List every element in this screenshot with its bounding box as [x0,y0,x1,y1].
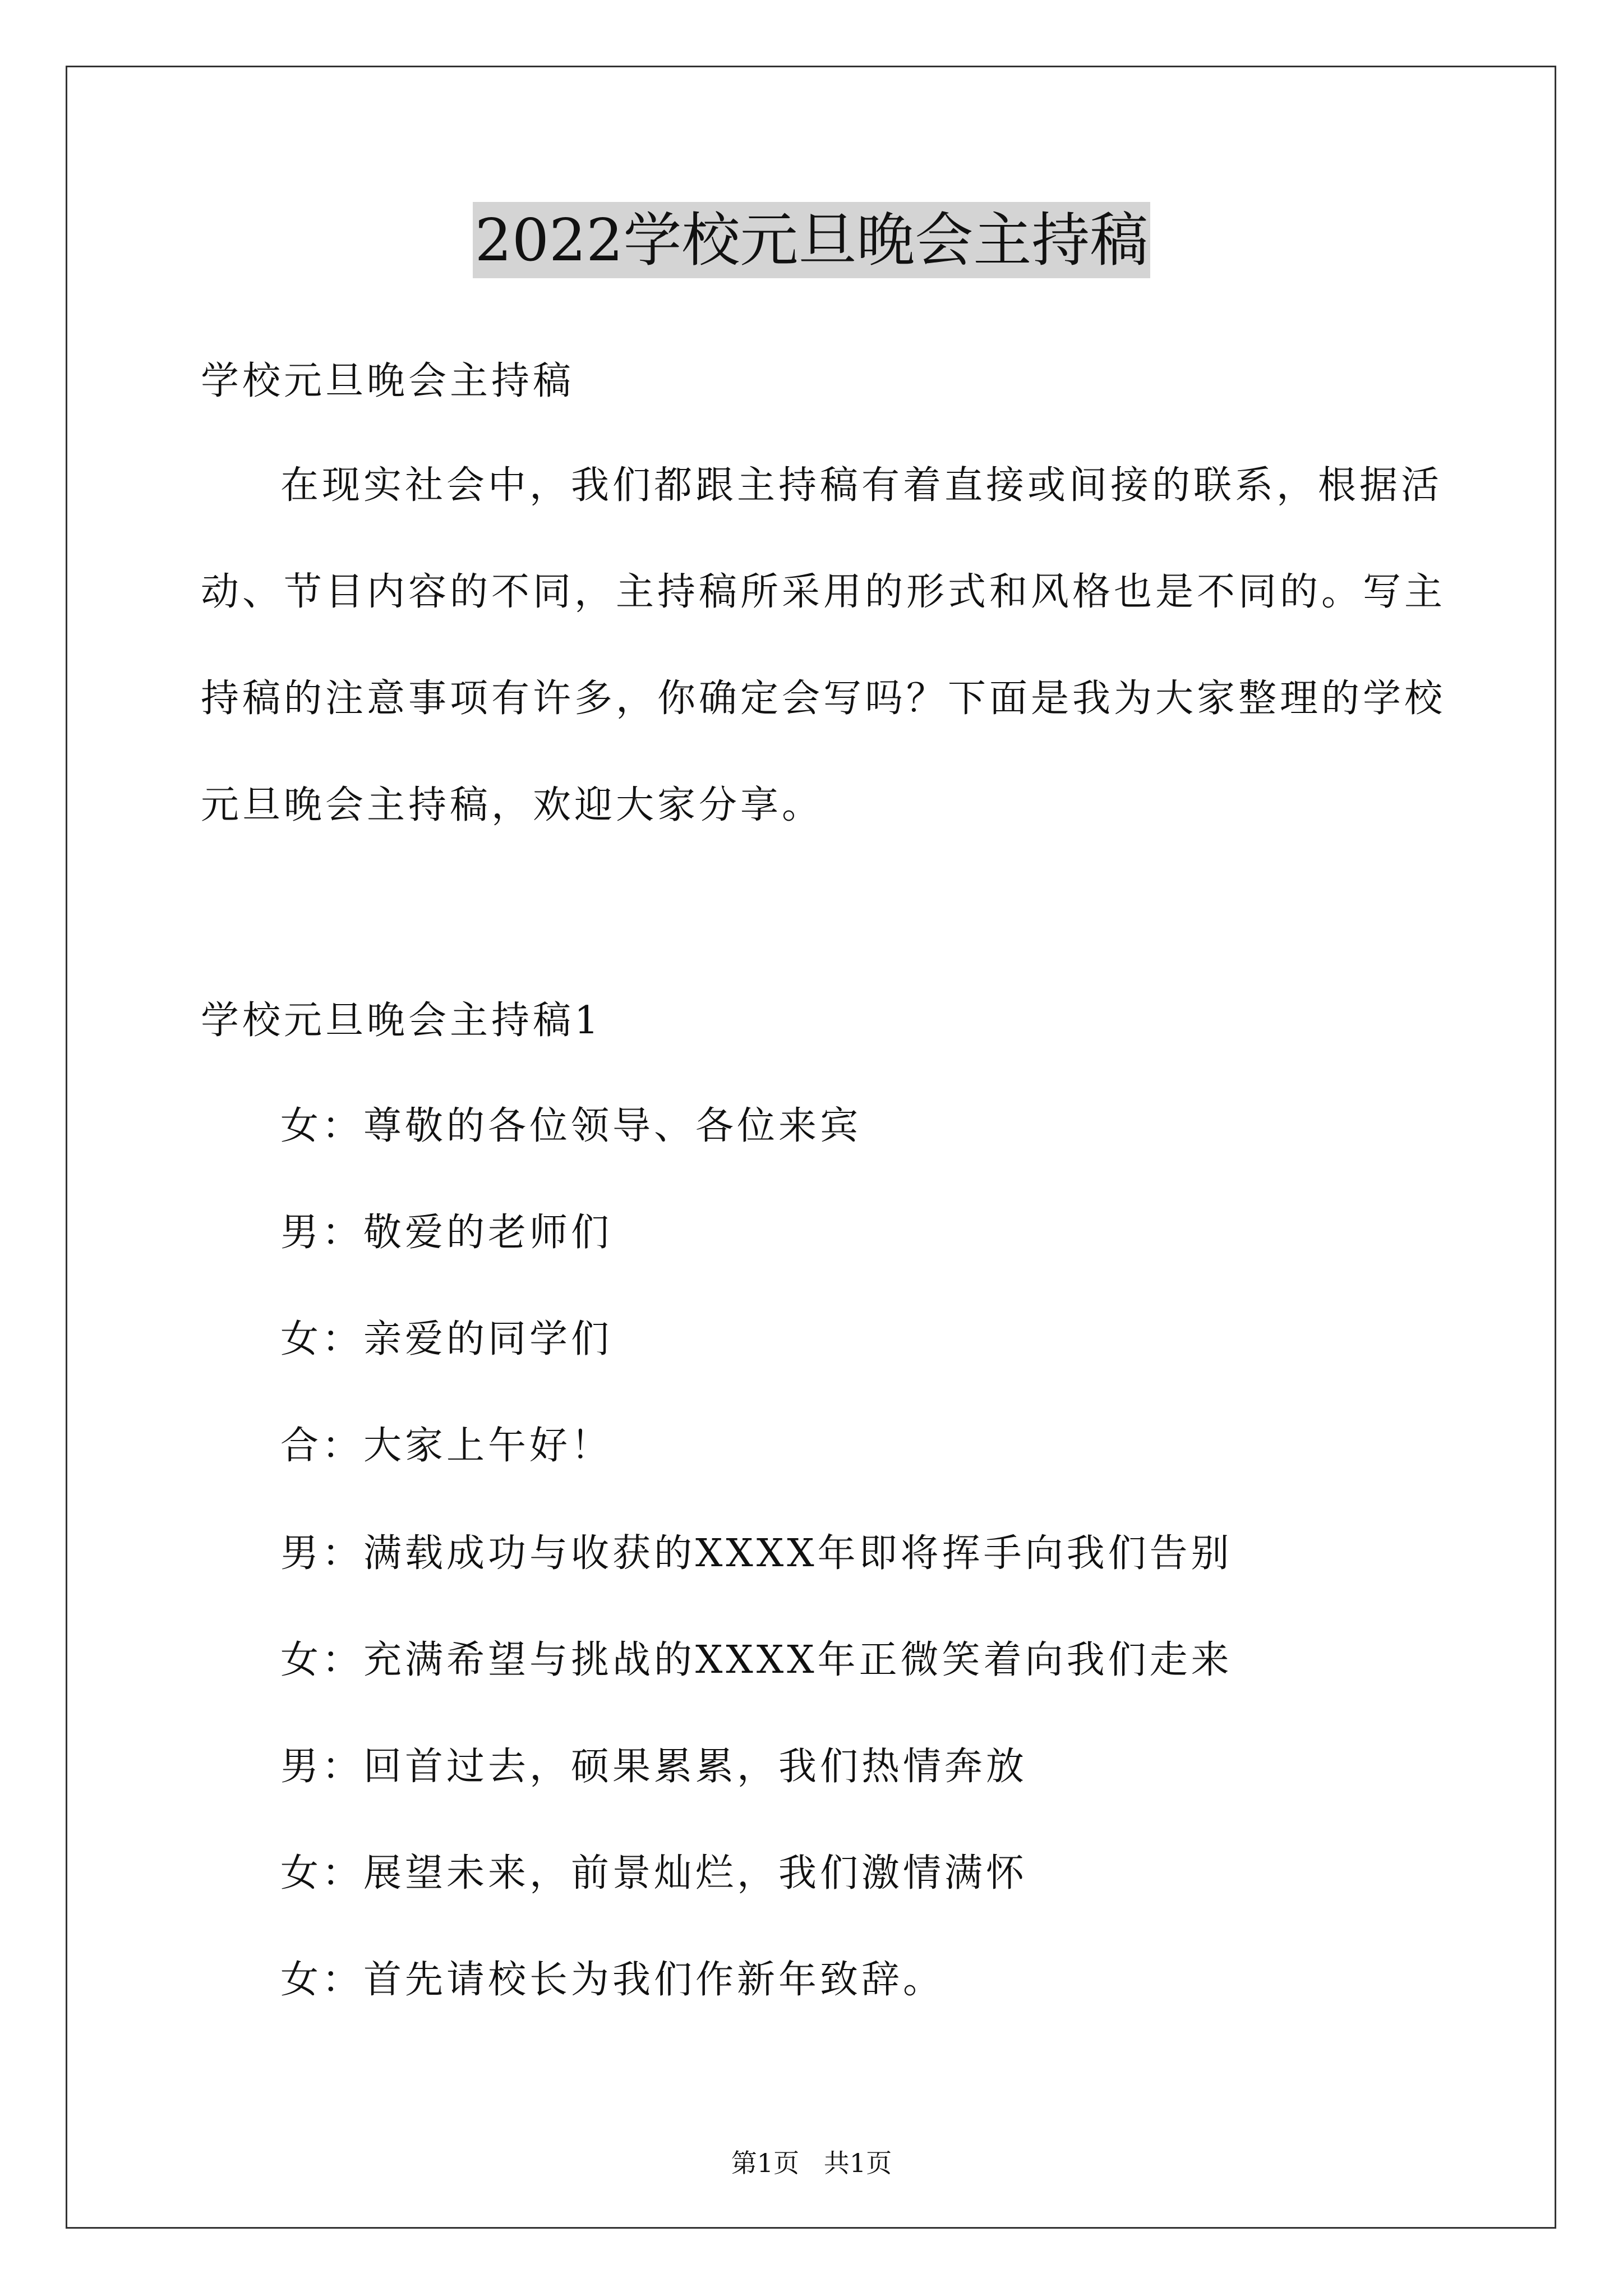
intro-line: 持稿的注意事项有许多，你确定会写吗？下面是我为大家整理的学校 [201,677,1446,721]
intro-line: 元旦晚会主持稿，欢迎大家分享。 [201,783,824,827]
dialogue-line: 合：大家上午好！ [280,1424,613,1468]
dialogue-line: 女：充满希望与挑战的XXXX年正微笑着向我们走来 [280,1638,1233,1682]
dialogue-line: 女：亲爱的同学们 [280,1317,613,1361]
document-subtitle: 学校元旦晚会主持稿 [201,359,575,403]
section-heading: 学校元旦晚会主持稿1 [201,999,602,1043]
dialogue-line: 女：展望未来，前景灿烂，我们激情满怀 [280,1851,1028,1895]
intro-line: 在现实社会中，我们都跟主持稿有着直接或间接的联系，根据活 [280,463,1443,508]
title-container [0,202,1623,278]
dialogue-line: 男：敬爱的老师们 [280,1211,613,1255]
dialogue-line: 女：尊敬的各位领导、各位来宾 [280,1104,862,1148]
dialogue-line: 男：满载成功与收获的XXXX年即将挥手向我们告别 [280,1531,1233,1576]
page-footer: 第1页 共1页 [731,2148,892,2178]
dialogue-line: 男：回首过去，硕果累累，我们热情奔放 [280,1745,1028,1789]
intro-line: 动、节目内容的不同，主持稿所采用的形式和风格也是不同的。写主 [201,570,1446,614]
dialogue-line: 女：首先请校长为我们作新年致辞。 [280,1958,945,2002]
document-title: 2022学校元旦晚会主持稿 [473,202,1151,278]
